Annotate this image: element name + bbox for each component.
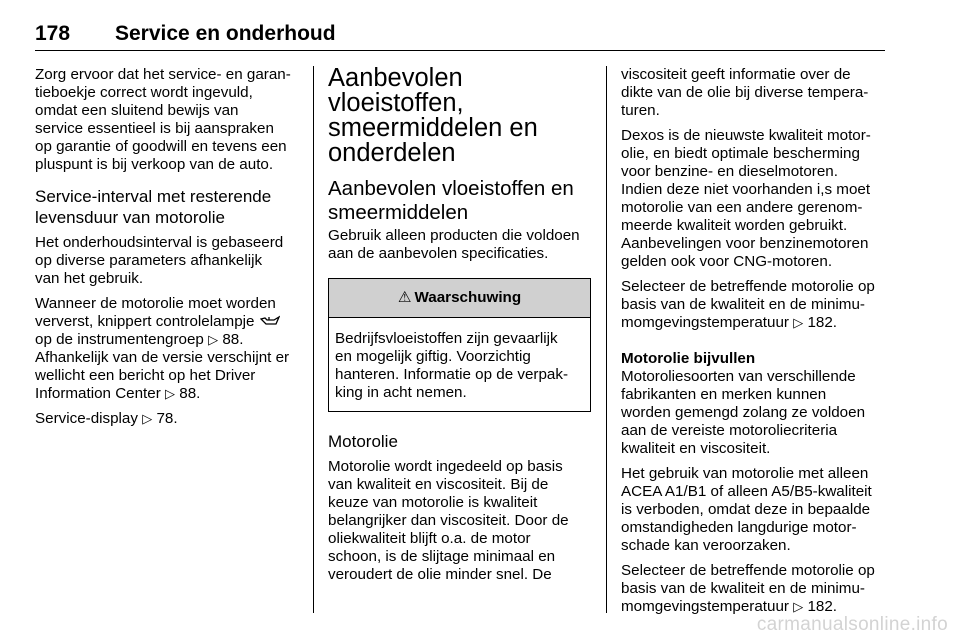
- page-reference-link[interactable]: 88.: [222, 331, 244, 348]
- subsection-title: Aanbevolen vloeistoffen en smeermiddelen: [328, 177, 574, 224]
- intro-paragraph: Zorg ervoor dat het service- en garan- tieboekje correct wordt ingevuld, omdat een sluitend bewijs van service essentieel is bij aanspraken op garantie of goodwill en tevens een pluspunt is bij verkoop van de auto.: [35, 66, 291, 173]
- page-reference-link[interactable]: 88.: [179, 385, 201, 402]
- warning-triangle-icon: ⚠: [397, 289, 412, 306]
- motor-oil-paragraph: Motorolie wordt ingedeeld op basis van kwaliteit en viscositeit. Bij de keuze van motorolie is kwaliteit belangrijker dan viscositeit. Door de oliekwaliteit blijft o.a. de motor schoon, is de slijtage minimaal en veroudert de olie minder snel. De: [328, 458, 569, 583]
- page-title: Service en onderhoud: [115, 22, 336, 45]
- column-divider: [313, 66, 314, 613]
- page-reference-icon: ▷: [165, 386, 176, 401]
- page-number: 178: [35, 22, 71, 45]
- column-1: [35, 66, 299, 435]
- page-header: [35, 22, 885, 52]
- oil-can-icon: [259, 313, 281, 331]
- service-display-paragraph: Service-display ▷ 78.: [35, 410, 178, 427]
- service-interval-heading: Service-interval met resterende levensduur van motorolie: [35, 187, 272, 227]
- motor-oil-heading: Motorolie: [328, 432, 398, 451]
- column-divider: [606, 66, 607, 613]
- viscosity-paragraph: viscositeit geeft informatie over de dikte van de olie bij diverse tempera- turen.: [621, 66, 869, 119]
- page-reference-link[interactable]: 78.: [156, 410, 178, 427]
- header-rule: [35, 50, 885, 51]
- acea-paragraph: Het gebruik van motorolie met alleen ACEA A1/B1 of alleen A5/B5-kwaliteit is verboden, omdat deze in bepaalde omstandigheden langdurige motor- schade kan veroorzaken.: [621, 465, 872, 554]
- page-reference-icon: ▷: [142, 411, 153, 426]
- interval-paragraph: Het onderhoudsinterval is gebaseerd op diverse parameters afhankelijk van het gebruik.: [35, 234, 284, 287]
- page-reference-icon: ▷: [793, 315, 804, 330]
- warning-body: Bedrijfsvloeistoffen zijn gevaarlijk en mogelijk giftig. Voorzichtig hanteren. Informatie op de verpak- king in acht nemen.: [335, 330, 569, 401]
- section-title: Aanbevolen vloeistoffen, smeermiddelen en onderdelen: [328, 64, 538, 167]
- select-oil-paragraph: Selecteer de betreffende motorolie op basis van de kwaliteit en de minimu- momgevingstemperatuur ▷ 182.: [621, 562, 875, 615]
- mixing-paragraph: Motoroliesoorten van verschillende fabrikanten en merken kunnen worden gemengd zolang ze voldoen aan de vereiste motoroliecriteria kwaliteit en viscositeit.: [621, 368, 866, 457]
- warning-header: ⚠ Waarschuwing: [329, 279, 590, 318]
- watermark: carmanualsonline.info: [756, 614, 948, 635]
- dexos-paragraph: Dexos is de nieuwste kwaliteit motor- olie, en biedt optimale bescherming voor benzine- en dieselmotoren. Indien deze niet voorhanden i,s moet motorolie van een andere gerenom- meerde kwaliteit worden gebruikt. Aanbevelingen voor benzinemotoren gelden ook voor CNG-motoren.: [621, 127, 871, 270]
- column-3: [621, 66, 887, 623]
- page-reference-link[interactable]: 182.: [807, 314, 838, 331]
- column-2: [328, 66, 592, 591]
- warning-box: [328, 278, 591, 412]
- specification-paragraph: Gebruik alleen producten die voldoen aan de aanbevolen specificaties.: [328, 227, 580, 262]
- page-reference-icon: ▷: [208, 332, 219, 347]
- oil-refill-heading: Motorolie bijvullen: [621, 350, 756, 367]
- select-oil-paragraph: Selecteer de betreffende motorolie op basis van de kwaliteit en de minimu- momgevingstemperatuur ▷ 182.: [621, 278, 875, 331]
- page-reference-icon: ▷: [793, 599, 804, 614]
- oil-change-paragraph: Wanneer de motorolie moet worden ververst, knippert controlelampje op de instrumentengroep ▷ 88. Afhankelijk van de versie verschijnt er wellicht een bericht op het Driver Information Center ▷ 88.: [35, 295, 290, 402]
- page-reference-link[interactable]: 182.: [807, 598, 838, 615]
